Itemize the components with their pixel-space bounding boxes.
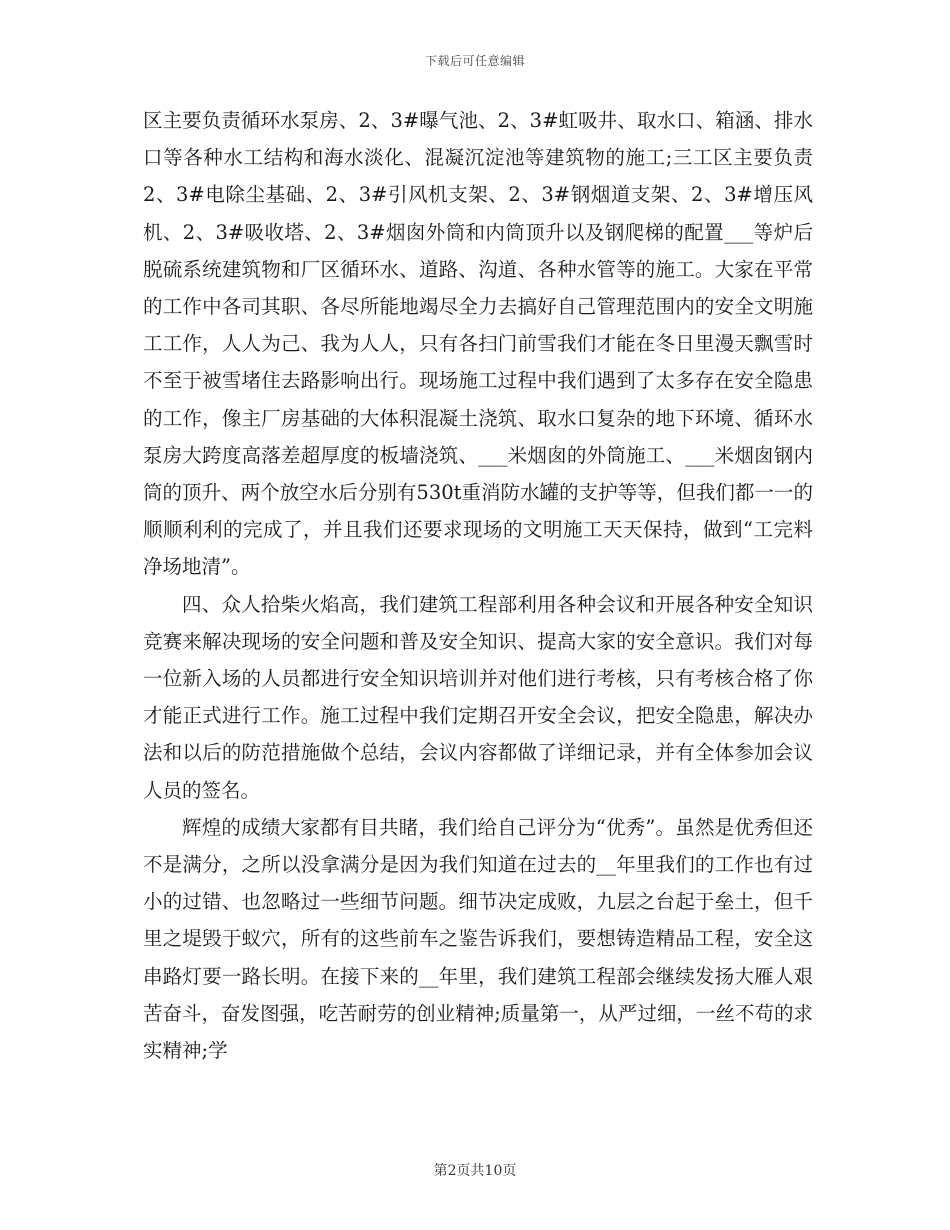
paragraph-continued: 区主要负责循环水泵房、2、3#曝气池、2、3#虹吸井、取水口、箱涵、排水口等各种水工结构和海水淡化、混凝沉淀池等建筑物的施工;三工区主要负责2、3#电除尘基础、2、3#引风机支架、2、3#钢烟道支架、2、3#增压风机、2、3#吸收塔、2、3#烟囱外筒和内筒顶升以及钢爬梯的配置___等炉后脱硫系统建筑物和厂区循环水、道路、沟道、各种水管等的施工。大家在平常的工作中各司其职、各尽所能地竭尽全力去搞好自己管理范围内的安全文明施工工作，人人为己、我为人人，只有各扫门前雪我们才能在冬日里漫天飘雪时不至于被雪堵住去路影响出行。现场施工过程中我们遇到了太多存在安全隐患的工作，像主厂房基础的大体积混凝土浇筑、取水口复杂的地下环境、循环水泵房大跨度高落差超厚度的板墙浇筑、___米烟囱的外筒施工、___米烟囱钢内筒的顶升、两个放空水后分别有530t重消防水罐的支护等等，但我们都一一的顺顺利利的完成了，并且我们还要求现场的文明施工天天保持，做到“工完料净场地清”。 bbox=[143, 109, 813, 579]
page-number: 第2页共10页 bbox=[433, 1163, 517, 1179]
page-header: 下载后可任意编辑 bbox=[424, 54, 525, 68]
paragraph-safety-meetings: 四、众人拾柴火焰高，我们建筑工程部利用各种会议和开展各种安全知识竞赛来解决现场的安全问题和普及安全知识、提高大家的安全意识。我们对每一位新入场的人员都进行安全知识培训并对他们进行考核，只有考核合格了你才能正式进行工作。施工过程中我们定期召开安全会议，把安全隐患，解决办法和以后的防范措施做个总结，会议内容都做了详细记录，并有全体参加会议人员的签名。 bbox=[143, 592, 813, 802]
document-body bbox=[143, 102, 813, 1069]
paragraph-achievements: 辉煌的成绩大家都有目共睹，我们给自己评分为“优秀”。虽然是优秀但还不是满分，之所以没拿满分是因为我们知道在过去的__年里我们的工作也有过小的过错、也忽略过一些细节问题。细节决定成败，九层之台起于垒土，但千里之堤毁于蚁穴，所有的这些前车之鉴告诉我们，要想铸造精品工程，安全这串路灯要一路长明。在接下来的__年里，我们建筑工程部会继续发扬大雁人艰苦奋斗，奋发图强，吃苦耐劳的创业精神;质量第一，从严过细，一丝不苟的求实精神;学 bbox=[143, 815, 813, 1063]
